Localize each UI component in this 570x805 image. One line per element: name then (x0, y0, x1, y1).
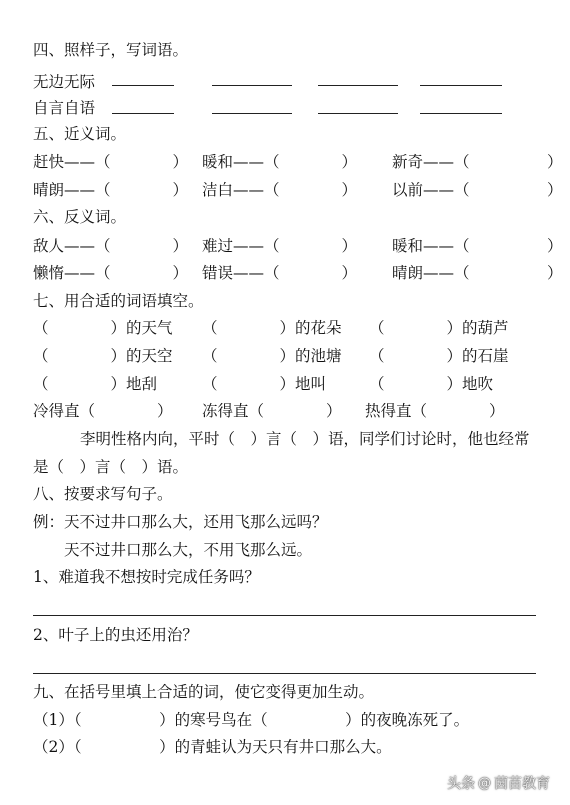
fill-item: （ ）的花朵 (202, 319, 342, 337)
paragraph-line-2: 是（ ）言（ ）语。 (33, 458, 189, 476)
section-4-heading: 四、照样子，写词语。 (33, 41, 189, 59)
question-1: 1、难道我不想按时完成任务吗？ (33, 568, 260, 586)
answer-blank[interactable] (112, 85, 174, 86)
watermark-prefix: 头条 (447, 776, 475, 792)
question-item-2: （2）（ ）的青蛙认为天只有井口那么大。 (33, 738, 392, 756)
section-9-heading: 九、在括号里填上合适的词，使它变得更加生动。 (33, 683, 375, 701)
fill-item: （ ）的葫芦 (369, 319, 509, 337)
antonym-item: 暖和——（ ） (392, 237, 563, 255)
answer-line[interactable] (33, 673, 536, 674)
antonym-item: 懒惰——（ ） (33, 264, 189, 282)
example-word-1: 无边无际 (33, 73, 96, 91)
fill-item: （ ）的石崖 (369, 347, 509, 365)
antonym-item: 难过——（ ） (202, 237, 358, 255)
paragraph-line-1: 李明性格内向，平时（ ）言（ ）语，同学们讨论时，他也经常 (80, 430, 530, 448)
fill-item: （ ）地刮 (33, 375, 158, 393)
synonym-item: 晴朗——（ ） (33, 181, 189, 199)
answer-line[interactable] (33, 615, 536, 616)
question-2: 2、叶子上的虫还用治？ (33, 626, 198, 644)
synonym-item: 赶快——（ ） (33, 153, 189, 171)
section-7-heading: 七、用合适的词语填空。 (33, 292, 204, 310)
section-8-heading: 八、按要求写句子。 (33, 485, 173, 503)
watermark (447, 773, 550, 793)
answer-blank[interactable] (318, 85, 398, 86)
synonym-item: 暖和——（ ） (202, 153, 358, 171)
example-sentence: 例：天不过井口那么大，还用飞那么远吗？ (33, 513, 328, 531)
section-6-heading: 六、反义词。 (33, 208, 127, 226)
antonym-item: 错误——（ ） (202, 264, 358, 282)
synonym-item: 洁白——（ ） (202, 181, 358, 199)
fill-item: （ ）地叫 (202, 375, 327, 393)
antonym-item: 敌人——（ ） (33, 237, 189, 255)
watermark-name: 茵苗教育 (494, 776, 550, 792)
fill-item: （ ）地吹 (369, 375, 494, 393)
answer-blank[interactable] (112, 113, 174, 114)
example-word-2: 自言自语 (33, 99, 96, 117)
fill-item: 热得直（ ） (365, 402, 505, 420)
answer-blank[interactable] (212, 113, 292, 114)
answer-blank[interactable] (420, 113, 502, 114)
section-5-heading: 五、近义词。 (33, 125, 127, 143)
fill-item: （ ）的天气 (33, 319, 173, 337)
synonym-item: 新奇——（ ） (392, 153, 563, 171)
question-item-1: （1）（ ）的寒号鸟在（ ）的夜晚冻死了。 (33, 711, 470, 729)
answer-blank[interactable] (318, 113, 398, 114)
answer-blank[interactable] (212, 85, 292, 86)
watermark-at: @ (478, 775, 491, 791)
antonym-item: 晴朗——（ ） (392, 264, 563, 282)
fill-item: 冻得直（ ） (202, 402, 342, 420)
answer-blank[interactable] (420, 85, 502, 86)
fill-item: （ ）的池塘 (202, 347, 342, 365)
fill-item: （ ）的天空 (33, 347, 173, 365)
example-answer: 天不过井口那么大，不用飞那么远。 (64, 541, 313, 559)
fill-item: 冷得直（ ） (33, 402, 173, 420)
synonym-item: 以前——（ ） (392, 181, 563, 199)
